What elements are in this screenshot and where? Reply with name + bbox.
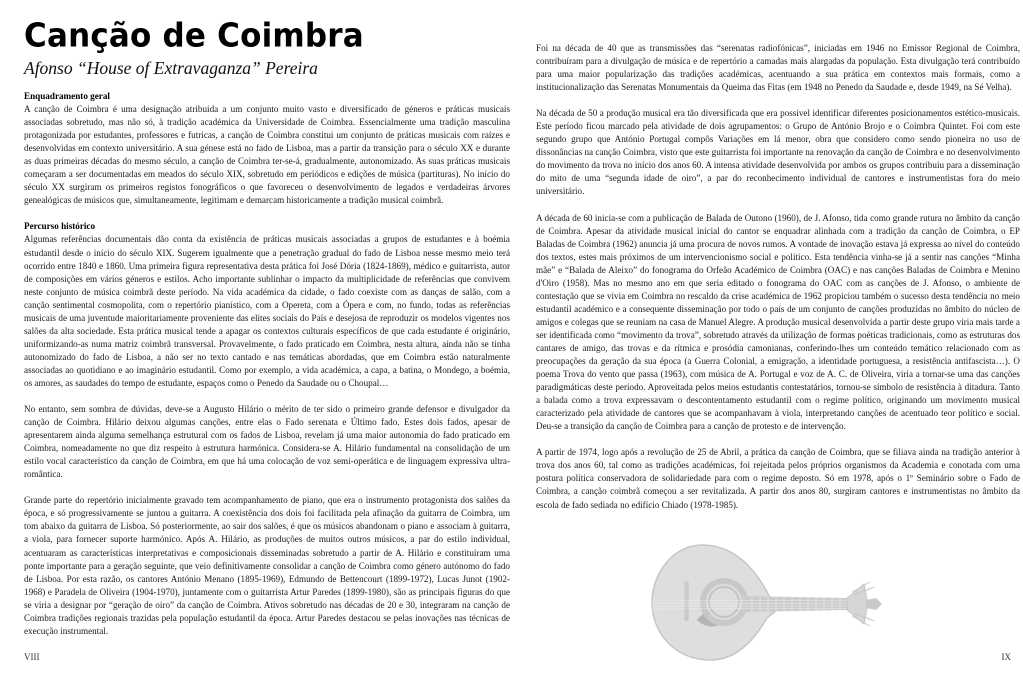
guitar-tip [866,598,882,610]
paragraph: A canção de Coimbra é uma designação atribuída a um conjunto muito vasto e diversificado de géneros e práticas musicais associadas sobretudo, mas não só, à tradição académica da Universidade de Coimbra. Essencialmente uma tradição masculina protagonizada por estudantes, professores e futricas, a canção de Coimbra constitui um conjunto de práticas musicais com raízes e desenvolvidas em contexto universitário. A sua génese está no fado de Lisboa, mas a partir da transição para o século XX e durante as duas primeiras décadas do mesmo século, a canção de Coimbra ter-se-á, gradualmente, autonomizado. As suas práticas musicais começaram a ser documentadas em meados do século XIX, sobretudo em periódicos e edições de música (partituras). No início do século XX surgiram os primeiros registos fonográficos o que favoreceu o desenvolvimento de legados e verdadeiras árvores genealógicas de músicos que, simultaneamente, legitimam e demarcam historicamente a tradição musical coimbrã. [24,104,510,206]
right-text-column [536,42,1020,525]
guitar-bridge [685,582,688,620]
paragraph: A década de 60 inicia-se com a publicação de Balada de Outono (1960), de J. Afonso, tida como grande rutura no âmbito da canção de Coimbra. Apesar da atividade musical inicial do cantor se enquadrar alinhada com a tradição da canção de Coimbra, o EP Baladas de Coimbra (1962) anuncia já uma procura de novos rumos. A vontade de inovação estava já expressa ao nível do conteúdo dos textos, estes mais próximos de um intervencionismo social e político. Esta tendência vinha-se já a sentir nas canções “Minha mãe” e “Balada de Aleixo” do fonograma do Orfeão Académico de Coimbra (OAC) e nas canções Baladas de Coimbra e Menino d'Oiro (1958). Mas no mesmo ano em que seria editado o fonograma do OAC com as canções de J. Afonso, o ambiente de contestação que se vivia em Coimbra no rescaldo da crise académica de 1962 propiciou também o sucesso desta tendência no meio estudantil académico e a consequente disseminação por todo o país de um conjunto de canções produzidas no âmbito do núcleo de amigos e colegas que se reuniam na casa de Manuel Alegre. A produção musical desenvolvida a partir deste grupo viria mais tarde a ser identificada como “movimento da trova”, sobretudo através da utilização de formas poéticas tradicionais, como as estruturas dos cantares de amigo, das trovas e da rítmica e prosódia camonianas, conferindo-lhes um conteúdo temático relacionado com as preocupações da geração da sua época (a Guerra Colonial, a emigração, a identidade portuguesa, a resistência antifascista…). O poema Trova do vento que passa (1963), com música de A. Portugal e voz de A. C. de Oliveira, viria a tornar-se uma das canções paradigmáticas deste período. Aproveitada pelos meios estudantis contestatários, tornou-se símbolo de resistência à ditadura. Tanto a balada como a trova expressavam o descontentamento estudantil com o regime político, originando um movimento musical caracterizado pela atividade de cantores que se acompanhavam à viola, interpretando canções de acentuado teor político e social. Deu-se a transição da canção de Coimbra para a canção de protesto e de intervenção. [536,212,1020,432]
page-number-left: VIII [24,652,40,662]
paragraph: No entanto, sem sombra de dúvidas, deve-se a Augusto Hilário o mérito de ter sido o primeiro grande defensor e divulgador da canção de Coimbra. Hilário deixou algumas canções, entre elas o Fado serenata e Último fado. Estes dois fados, apesar de apresentarem ainda alguma semelhança estrutural com os fados de Lisboa, revelam já uma maior autonomia do fado praticado em Coimbra, nomeadamente no que diz respeito à estrutura harmónica. Considera-se A. Hilário fundamental na consolidação de um estilo vocal característico da canção de Coimbra, em que há uma colocação de voz semi-operática e de linguagem expressiva ultra-romântica. [24,404,510,480]
paragraph: Na década de 50 a produção musical era tão diversificada que era possível identificar diferentes posicionamentos estético-musicais. Este período ficou marcado pela atividade de dois agrupamentos: o Grupo de António Brojo e o Coimbra Quintet. Foi com este segundo grupo que António Portugal compôs Variações em lá menor, obra que considero como sendo pioneira no uso de dissonâncias na canção Coimbra, visto que este guitarrista foi importante na renovação da canção de Coimbra e no desenvolvimento do movimento da trova no início dos anos 60. A intensa atividade desenvolvida por ambos os grupos contribuiu para a disseminação do mito de uma “segunda idade de oiro”, a par do reconhecimento individual de cantores e instrumentistas fora do meio universitário. [536,108,1020,197]
paragraph: Algumas referências documentais dão conta da existência de práticas musicais associadas a grupos de estudantes e à boémia estudantil desde o início do século XIX. Sugerem igualmente que a penetração gradual do fado de Lisboa nesse mesmo meio terá ocorrido entre 1840 e 1860. Uma primeira figura representativa desta prática foi José Dória (1824-1869), médico e guitarrista, autor de composições em vários géneros e estilos. Acho importante sublinhar o impacto da multiplicidade de referências que convivem neste conjunto de música coimbrã deste período. Na vida académica da cidade, o fado coexiste com as danças de salão, com a canção sentimental cosmopolita, com o repertório pianístico, com a Opereta, com a Ópera e com, no fundo, todas as referências musicais de uma juventude maioritariamente proveniente das elites sociais do País e desejosa de reproduzir os modelos vigentes nos salões da alta sociedade. Esta prática musical tende a apagar os contextos culturais específicos de que cada estudante é originário, uniformizando-as numa matriz coimbrã transversal. Provavelmente, o fado praticado em Coimbra, nesta altura, ainda não se tinha autonomizado do fado de Lisboa, a não ser no texto cantado e nas temáticas abordadas, que em Coimbra estão naturalmente associadas ao quotidiano e ao imaginário estudantil. Como por exemplo, a vida académica, a capa, a batina, o Mondego, a boémia, os amores, as saudades do tempo de estudante, espaços como o Penedo da Saudade ou o Choupal… [24,234,510,388]
paragraph: A partir de 1974, logo após a revolução de 25 de Abril, a prática da canção de Coimbra, que se filiava ainda na tradição anterior à trova dos anos 60, tal como as tradições académicas, foi rejeitada pelos próprios organismos da Academia e conotada com uma postura política conservadora de solidariedade para com o regime deposto. Só em 1978, após o 1º Seminário sobre o Fado de Coimbra, a canção coimbrã começou a ser revitalizada. A partir dos anos 80, surgiram cantores e instrumentistas no âmbito da escola de fado sediada no edifício Chiado (1978-1985). [536,447,1020,510]
left-text-column [24,90,510,651]
guitar-neck [742,596,847,612]
guitar-headstock [847,584,868,624]
paragraph: Grande parte do repertório inicialmente gravado tem acompanhamento de piano, que era o instrumento protagonista dos salões da época, e só progressivamente se juntou a guitarra. A coexistência dos dois foi facilitada pela afinação da guitarra de Coimbra, um tom abaixo da guitarra de Lisboa. Só posteriormente, ao sair dos salões, é que os músicos abandonam o piano e associam à guitarra, a viola, para fornecer suporte harmónico. Após A. Hilário, as produções de muitos outros músicos, a par do estilo individual, acentuaram as características interpretativas e composicionais disseminadas sobretudo a partir de A. Hilário e constituíram uma ponte importante para a geração seguinte, que veio definitivamente consolidar a canção de Coimbra como género autónomo do fado de Lisboa. Por esta razão, os cantores António Menano (1895-1969), Edmundo de Bettencourt (1899-1972), Lucas Junot (1902-1968) e Paradela de Oliveira (1904-1970), juntamente com o guitarrista Artur Paredes (1899-1980), são as principais figuras do que se viria a designar por “geração de oiro” da canção de Coimbra. Ativos sobretudo nas décadas de 20 e 30, integraram na canção de Coimbra tradições regionais trazidas pela população estudantil da época. Artur Paredes destacou se pelas inovações nas técnicas de execução instrumental. [24,495,510,636]
page-number-right: IX [1001,652,1011,662]
author-byline: Afonso “House of Extravaganza” Pereira [24,58,318,78]
section-heading-percurso: Percurso histórico [24,221,96,232]
paragraph: Foi na década de 40 que as transmissões das “serenatas radiofónicas”, iniciadas em 1946 no Emissor Regional de Coimbra, contribuíram para a divulgação de música e de repertório a camadas mais alargadas da população. Esta divulgação terá contribuído para uma maior popularização das tradições académicas, acentuando a sua prática em contextos mais formais, como a institucionalização das Serenatas Monumentais da Queima das Fitas (em 1948 no Penedo da Saudade e, desde 1949, na Sé Velha). [536,43,1020,93]
right-page [512,0,1023,675]
portuguese-guitar-icon [642,540,882,665]
page-title: Canção de Coimbra [24,16,364,55]
section-heading-enquadramento: Enquadramento geral [24,91,110,101]
